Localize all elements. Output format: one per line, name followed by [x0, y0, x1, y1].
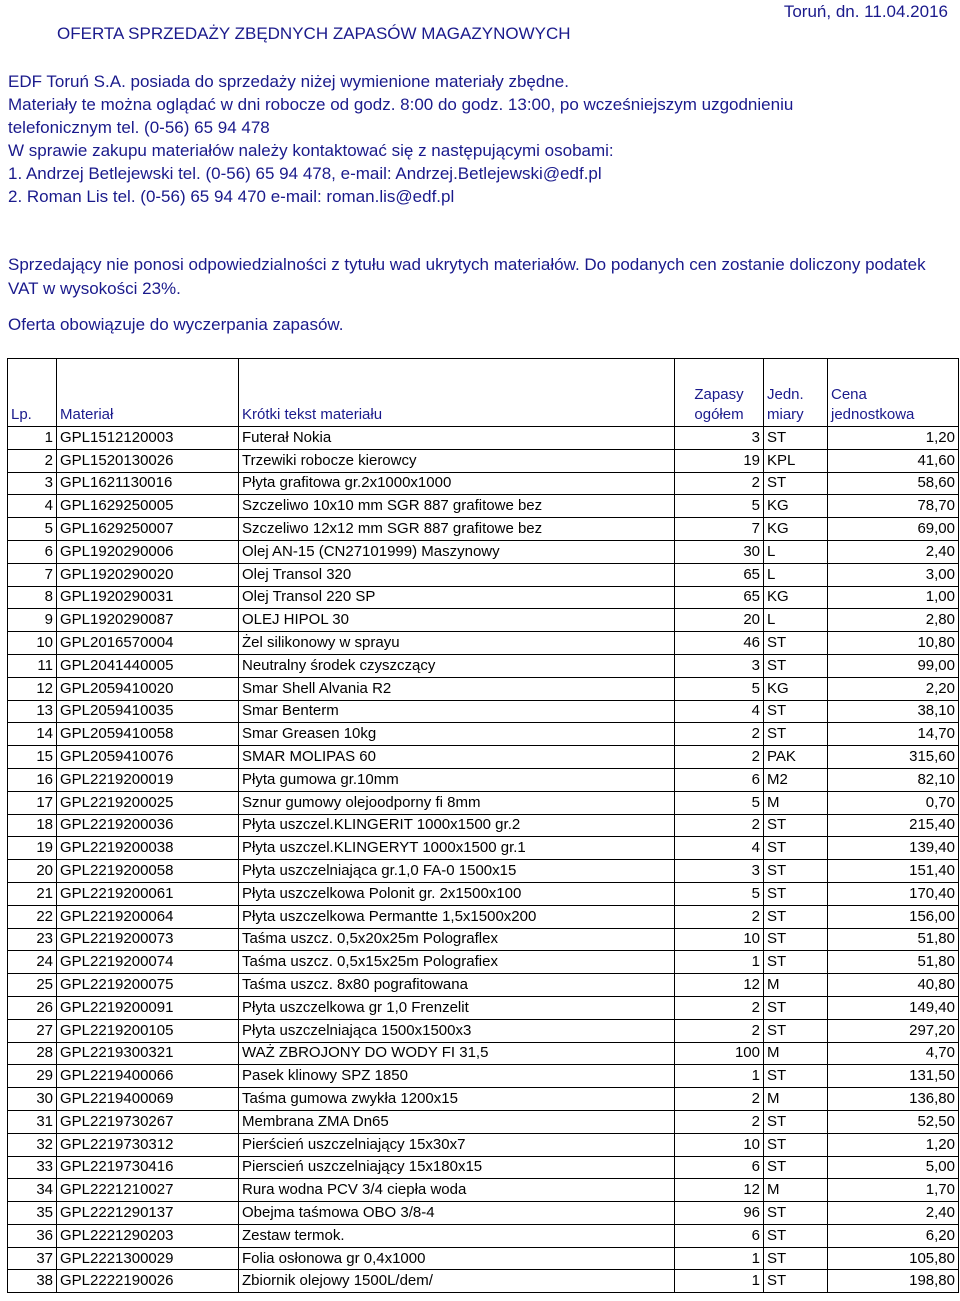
cell-unit: ST: [764, 837, 828, 860]
cell-lp: 14: [8, 723, 57, 746]
column-header-unit-line1: Jedn.: [767, 386, 804, 403]
cell-material: GPL2059410020: [57, 677, 239, 700]
cell-quantity: 2: [675, 1019, 764, 1042]
column-header-quantity-line1: Zapasy: [694, 386, 744, 403]
cell-material: GPL2219200025: [57, 791, 239, 814]
table-row: [8, 609, 959, 632]
cell-unit: M: [764, 974, 828, 997]
table-row: [8, 427, 959, 450]
cell-material: GPL1621130016: [57, 472, 239, 495]
cell-lp: 32: [8, 1133, 57, 1156]
cell-unit: ST: [764, 1065, 828, 1088]
table-row: [8, 563, 959, 586]
cell-quantity: 1: [675, 951, 764, 974]
cell-material: GPL1512120003: [57, 427, 239, 450]
cell-material: GPL2219300321: [57, 1042, 239, 1065]
cell-lp: 21: [8, 882, 57, 905]
table-row: [8, 791, 959, 814]
cell-price: 78,70: [828, 495, 959, 518]
cell-description: Taśma uszcz. 0,5x15x25m Polografiex: [239, 951, 675, 974]
cell-lp: 20: [8, 860, 57, 883]
cell-unit: ST: [764, 951, 828, 974]
materials-table: [7, 358, 959, 1293]
cell-material: GPL1629250005: [57, 495, 239, 518]
table-row: [8, 1133, 959, 1156]
table-row: [8, 1224, 959, 1247]
cell-price: 69,00: [828, 518, 959, 541]
cell-quantity: 100: [675, 1042, 764, 1065]
cell-unit: ST: [764, 427, 828, 450]
cell-unit: ST: [764, 928, 828, 951]
vat-note: Sprzedający nie ponosi odpowiedzialności z tytułu wad ukrytych materiałów. Do podanych cen zostanie doliczony podatek VAT w wysokości 23%.: [8, 255, 926, 298]
cell-price: 52,50: [828, 1110, 959, 1133]
table-row: [8, 905, 959, 928]
cell-unit: KG: [764, 518, 828, 541]
contact-line: 1. Andrzej Betlejewski tel. (0-56) 65 94 478, e-mail: Andrzej.Betlejewski@edf.pl: [8, 164, 602, 183]
cell-quantity: 2: [675, 723, 764, 746]
cell-quantity: 65: [675, 586, 764, 609]
cell-quantity: 5: [675, 495, 764, 518]
cell-description: Taśma uszcz. 8x80 pografitowana: [239, 974, 675, 997]
cell-quantity: 6: [675, 1156, 764, 1179]
cell-description: OLEJ HIPOL 30: [239, 609, 675, 632]
cell-unit: ST: [764, 905, 828, 928]
table-row: [8, 837, 959, 860]
cell-description: Żel silikonowy w sprayu: [239, 632, 675, 655]
cell-lp: 29: [8, 1065, 57, 1088]
cell-description: Szczeliwo 10x10 mm SGR 887 grafitowe bez: [239, 495, 675, 518]
table-row: [8, 1156, 959, 1179]
table-row: [8, 1065, 959, 1088]
cell-quantity: 6: [675, 768, 764, 791]
cell-lp: 35: [8, 1202, 57, 1225]
cell-quantity: 4: [675, 837, 764, 860]
cell-quantity: 30: [675, 540, 764, 563]
cell-description: Trzewiki robocze kierowcy: [239, 449, 675, 472]
cell-price: 2,40: [828, 540, 959, 563]
column-header-quantity: [675, 359, 764, 427]
column-header-price-line1: Cena: [831, 386, 867, 403]
cell-material: GPL1920290087: [57, 609, 239, 632]
cell-material: GPL2041440005: [57, 654, 239, 677]
cell-price: 105,80: [828, 1247, 959, 1270]
cell-price: 99,00: [828, 654, 959, 677]
cell-description: Płyta uszczel.KLINGERIT 1000x1500 gr.2: [239, 814, 675, 837]
cell-unit: ST: [764, 882, 828, 905]
table-row: [8, 996, 959, 1019]
cell-quantity: 4: [675, 700, 764, 723]
cell-unit: M: [764, 1088, 828, 1111]
cell-material: GPL2219200105: [57, 1019, 239, 1042]
cell-unit: M: [764, 1179, 828, 1202]
cell-unit: M: [764, 1042, 828, 1065]
cell-quantity: 1: [675, 1065, 764, 1088]
column-header-price-line2: jednostkowa: [831, 406, 915, 423]
cell-lp: 28: [8, 1042, 57, 1065]
intro-line: telefonicznym tel. (0-56) 65 94 478: [8, 118, 270, 137]
cell-description: Sznur gumowy olejoodporny fi 8mm: [239, 791, 675, 814]
cell-material: GPL2219200036: [57, 814, 239, 837]
cell-description: Taśma gumowa zwykła 1200x15: [239, 1088, 675, 1111]
cell-lp: 19: [8, 837, 57, 860]
cell-lp: 31: [8, 1110, 57, 1133]
cell-quantity: 5: [675, 677, 764, 700]
cell-quantity: 2: [675, 1088, 764, 1111]
cell-material: GPL2016570004: [57, 632, 239, 655]
cell-material: GPL2219730416: [57, 1156, 239, 1179]
cell-price: 2,20: [828, 677, 959, 700]
cell-price: 4,70: [828, 1042, 959, 1065]
cell-description: Pasek klinowy SPZ 1850: [239, 1065, 675, 1088]
cell-unit: ST: [764, 1224, 828, 1247]
cell-price: 2,80: [828, 609, 959, 632]
cell-description: Obejma taśmowa OBO 3/8-4: [239, 1202, 675, 1225]
cell-description: Smar Greasen 10kg: [239, 723, 675, 746]
cell-unit: M: [764, 791, 828, 814]
document-title: OFERTA SPRZEDAŻY ZBĘDNYCH ZAPASÓW MAGAZYNOWYCH: [57, 24, 571, 43]
cell-quantity: 96: [675, 1202, 764, 1225]
column-header-material: Materiał: [57, 359, 239, 427]
intro-line: W sprawie zakupu materiałów należy kontaktować się z następującymi osobami:: [8, 141, 614, 160]
cell-material: GPL2219730267: [57, 1110, 239, 1133]
validity-note: Oferta obowiązuje do wyczerpania zapasów.: [8, 315, 344, 334]
cell-unit: KG: [764, 677, 828, 700]
cell-lp: 34: [8, 1179, 57, 1202]
cell-description: Smar Benterm: [239, 700, 675, 723]
cell-quantity: 5: [675, 791, 764, 814]
cell-lp: 6: [8, 540, 57, 563]
cell-price: 10,80: [828, 632, 959, 655]
cell-material: GPL2221290137: [57, 1202, 239, 1225]
cell-lp: 38: [8, 1270, 57, 1293]
cell-unit: KG: [764, 495, 828, 518]
cell-quantity: 3: [675, 654, 764, 677]
cell-unit: ST: [764, 1019, 828, 1042]
cell-quantity: 65: [675, 563, 764, 586]
cell-price: 297,20: [828, 1019, 959, 1042]
table-row: [8, 654, 959, 677]
cell-material: GPL2219200091: [57, 996, 239, 1019]
offer-date: Toruń, dn. 11.04.2016: [783, 2, 948, 21]
cell-description: Smar Shell Alvania R2: [239, 677, 675, 700]
table-row: [8, 540, 959, 563]
table-row: [8, 1247, 959, 1270]
cell-quantity: 3: [675, 427, 764, 450]
table-row: [8, 1042, 959, 1065]
table-row: [8, 974, 959, 997]
cell-description: Szczeliwo 12x12 mm SGR 887 grafitowe bez: [239, 518, 675, 541]
cell-quantity: 46: [675, 632, 764, 655]
cell-quantity: 2: [675, 1110, 764, 1133]
table-row: [8, 700, 959, 723]
cell-unit: ST: [764, 996, 828, 1019]
cell-unit: ST: [764, 632, 828, 655]
cell-price: 1,70: [828, 1179, 959, 1202]
cell-material: GPL2219730312: [57, 1133, 239, 1156]
cell-price: 170,40: [828, 882, 959, 905]
cell-lp: 23: [8, 928, 57, 951]
cell-description: Płyta uszczelkowa Permantte 1,5x1500x200: [239, 905, 675, 928]
cell-price: 40,80: [828, 974, 959, 997]
table-row: [8, 882, 959, 905]
cell-description: Rura wodna PCV 3/4 ciepła woda: [239, 1179, 675, 1202]
table-row: [8, 1179, 959, 1202]
cell-quantity: 2: [675, 472, 764, 495]
cell-lp: 1: [8, 427, 57, 450]
cell-description: Membrana ZMA Dn65: [239, 1110, 675, 1133]
cell-unit: L: [764, 563, 828, 586]
cell-quantity: 19: [675, 449, 764, 472]
cell-description: Taśma uszcz. 0,5x20x25m Polograflex: [239, 928, 675, 951]
table-row: [8, 586, 959, 609]
cell-lp: 8: [8, 586, 57, 609]
cell-material: GPL1629250007: [57, 518, 239, 541]
cell-lp: 25: [8, 974, 57, 997]
cell-price: 3,00: [828, 563, 959, 586]
cell-price: 1,20: [828, 1133, 959, 1156]
cell-description: Pierscień uszczelniający 15x180x15: [239, 1156, 675, 1179]
cell-quantity: 10: [675, 1133, 764, 1156]
column-header-unit: [764, 359, 828, 427]
cell-description: Neutralny środek czyszczący: [239, 654, 675, 677]
cell-description: Płyta uszczelniająca 1500x1500x3: [239, 1019, 675, 1042]
cell-description: SMAR MOLIPAS 60: [239, 746, 675, 769]
intro-section: [8, 70, 953, 208]
cell-unit: ST: [764, 1156, 828, 1179]
table-row: [8, 1270, 959, 1293]
cell-quantity: 12: [675, 974, 764, 997]
cell-unit: ST: [764, 860, 828, 883]
cell-price: 6,20: [828, 1224, 959, 1247]
table-row: [8, 1202, 959, 1225]
cell-unit: ST: [764, 472, 828, 495]
column-header-price: [828, 359, 959, 427]
table-row: [8, 768, 959, 791]
intro-line: EDF Toruń S.A. posiada do sprzedaży niżej wymienione materiały zbędne.: [8, 72, 569, 91]
table-row: [8, 677, 959, 700]
cell-price: 82,10: [828, 768, 959, 791]
table-row: [8, 860, 959, 883]
cell-price: 139,40: [828, 837, 959, 860]
cell-unit: ST: [764, 814, 828, 837]
cell-lp: 30: [8, 1088, 57, 1111]
table-row: [8, 495, 959, 518]
cell-lp: 11: [8, 654, 57, 677]
table-body: [8, 427, 959, 1293]
cell-lp: 10: [8, 632, 57, 655]
cell-material: GPL2219200058: [57, 860, 239, 883]
cell-unit: ST: [764, 1133, 828, 1156]
cell-material: GPL2059410035: [57, 700, 239, 723]
cell-unit: ST: [764, 1270, 828, 1293]
cell-description: Płyta uszczelkowa gr 1,0 Frenzelit: [239, 996, 675, 1019]
cell-lp: 17: [8, 791, 57, 814]
cell-lp: 24: [8, 951, 57, 974]
table-row: [8, 723, 959, 746]
cell-description: Futerał Nokia: [239, 427, 675, 450]
table-row: [8, 1088, 959, 1111]
cell-quantity: 5: [675, 882, 764, 905]
cell-material: GPL2222190026: [57, 1270, 239, 1293]
cell-unit: ST: [764, 654, 828, 677]
cell-price: 1,00: [828, 586, 959, 609]
cell-price: 315,60: [828, 746, 959, 769]
cell-unit: KPL: [764, 449, 828, 472]
cell-price: 136,80: [828, 1088, 959, 1111]
cell-unit: ST: [764, 723, 828, 746]
cell-material: GPL2219200075: [57, 974, 239, 997]
cell-material: GPL1920290006: [57, 540, 239, 563]
cell-unit: L: [764, 540, 828, 563]
table-row: [8, 472, 959, 495]
cell-material: GPL2219200064: [57, 905, 239, 928]
cell-description: Płyta grafitowa gr.2x1000x1000: [239, 472, 675, 495]
cell-price: 198,80: [828, 1270, 959, 1293]
cell-lp: 13: [8, 700, 57, 723]
cell-material: GPL2219200073: [57, 928, 239, 951]
cell-description: Olej AN-15 (CN27101999) Maszynowy: [239, 540, 675, 563]
cell-lp: 9: [8, 609, 57, 632]
cell-material: GPL2219200019: [57, 768, 239, 791]
cell-lp: 5: [8, 518, 57, 541]
cell-unit: KG: [764, 586, 828, 609]
cell-price: 156,00: [828, 905, 959, 928]
cell-quantity: 6: [675, 1224, 764, 1247]
cell-material: GPL1920290020: [57, 563, 239, 586]
column-header-description: Krótki tekst materiału: [239, 359, 675, 427]
intro-line: Materiały te można oglądać w dni robocze od godz. 8:00 do godz. 13:00, po wcześniejszym uzgodnieniu: [8, 95, 794, 114]
cell-unit: ST: [764, 1247, 828, 1270]
cell-description: Płyta uszczelkowa Polonit gr. 2x1500x100: [239, 882, 675, 905]
cell-price: 38,10: [828, 700, 959, 723]
cell-lp: 3: [8, 472, 57, 495]
cell-material: GPL1920290031: [57, 586, 239, 609]
table-row: [8, 449, 959, 472]
column-header-lp: Lp.: [8, 359, 57, 427]
cell-price: 5,00: [828, 1156, 959, 1179]
cell-unit: ST: [764, 1110, 828, 1133]
cell-lp: 26: [8, 996, 57, 1019]
table-row: [8, 746, 959, 769]
cell-description: Pierścień uszczelniający 15x30x7: [239, 1133, 675, 1156]
cell-unit: M2: [764, 768, 828, 791]
cell-description: Olej Transol 220 SP: [239, 586, 675, 609]
cell-material: GPL2219400066: [57, 1065, 239, 1088]
cell-lp: 4: [8, 495, 57, 518]
cell-material: GPL2059410058: [57, 723, 239, 746]
cell-material: GPL2219200038: [57, 837, 239, 860]
cell-price: 41,60: [828, 449, 959, 472]
cell-price: 149,40: [828, 996, 959, 1019]
cell-price: 215,40: [828, 814, 959, 837]
column-header-unit-line2: miary: [767, 406, 804, 423]
cell-material: GPL2221210027: [57, 1179, 239, 1202]
cell-lp: 27: [8, 1019, 57, 1042]
cell-price: 1,20: [828, 427, 959, 450]
cell-quantity: 3: [675, 860, 764, 883]
cell-price: 14,70: [828, 723, 959, 746]
cell-quantity: 12: [675, 1179, 764, 1202]
cell-description: WAŻ ZBROJONY DO WODY FI 31,5: [239, 1042, 675, 1065]
table-row: [8, 951, 959, 974]
cell-lp: 2: [8, 449, 57, 472]
table-row: [8, 518, 959, 541]
cell-unit: ST: [764, 1202, 828, 1225]
cell-quantity: 2: [675, 746, 764, 769]
cell-lp: 7: [8, 563, 57, 586]
cell-quantity: 20: [675, 609, 764, 632]
cell-description: Płyta uszczelniająca gr.1,0 FA-0 1500x15: [239, 860, 675, 883]
cell-price: 131,50: [828, 1065, 959, 1088]
cell-material: GPL2059410076: [57, 746, 239, 769]
cell-description: Olej Transol 320: [239, 563, 675, 586]
cell-quantity: 2: [675, 814, 764, 837]
cell-lp: 16: [8, 768, 57, 791]
contact-line: 2. Roman Lis tel. (0-56) 65 94 470 e-mail: roman.lis@edf.pl: [8, 187, 455, 206]
cell-lp: 18: [8, 814, 57, 837]
cell-lp: 12: [8, 677, 57, 700]
cell-unit: ST: [764, 700, 828, 723]
cell-quantity: 2: [675, 996, 764, 1019]
cell-material: GPL2219400069: [57, 1088, 239, 1111]
cell-price: 58,60: [828, 472, 959, 495]
cell-price: 51,80: [828, 951, 959, 974]
table-header-row: [8, 359, 959, 427]
cell-unit: L: [764, 609, 828, 632]
cell-price: 51,80: [828, 928, 959, 951]
table-row: [8, 814, 959, 837]
cell-description: Zbiornik olejowy 1500L/dem/: [239, 1270, 675, 1293]
cell-price: 2,40: [828, 1202, 959, 1225]
cell-material: GPL1520130026: [57, 449, 239, 472]
cell-quantity: 10: [675, 928, 764, 951]
cell-lp: 36: [8, 1224, 57, 1247]
cell-material: GPL2221300029: [57, 1247, 239, 1270]
cell-price: 0,70: [828, 791, 959, 814]
cell-lp: 37: [8, 1247, 57, 1270]
cell-description: Folia osłonowa gr 0,4x1000: [239, 1247, 675, 1270]
table-row: [8, 1110, 959, 1133]
column-header-quantity-line2: ogółem: [694, 406, 744, 423]
cell-description: Płyta uszczel.KLINGERYT 1000x1500 gr.1: [239, 837, 675, 860]
cell-quantity: 7: [675, 518, 764, 541]
cell-price: 151,40: [828, 860, 959, 883]
cell-description: Płyta gumowa gr.10mm: [239, 768, 675, 791]
table-row: [8, 632, 959, 655]
cell-lp: 15: [8, 746, 57, 769]
table-row: [8, 1019, 959, 1042]
cell-material: GPL2221290203: [57, 1224, 239, 1247]
cell-quantity: 2: [675, 905, 764, 928]
cell-material: GPL2219200061: [57, 882, 239, 905]
cell-quantity: 1: [675, 1270, 764, 1293]
table-row: [8, 928, 959, 951]
cell-quantity: 1: [675, 1247, 764, 1270]
cell-unit: PAK: [764, 746, 828, 769]
cell-lp: 33: [8, 1156, 57, 1179]
cell-lp: 22: [8, 905, 57, 928]
cell-material: GPL2219200074: [57, 951, 239, 974]
cell-description: Zestaw termok.: [239, 1224, 675, 1247]
